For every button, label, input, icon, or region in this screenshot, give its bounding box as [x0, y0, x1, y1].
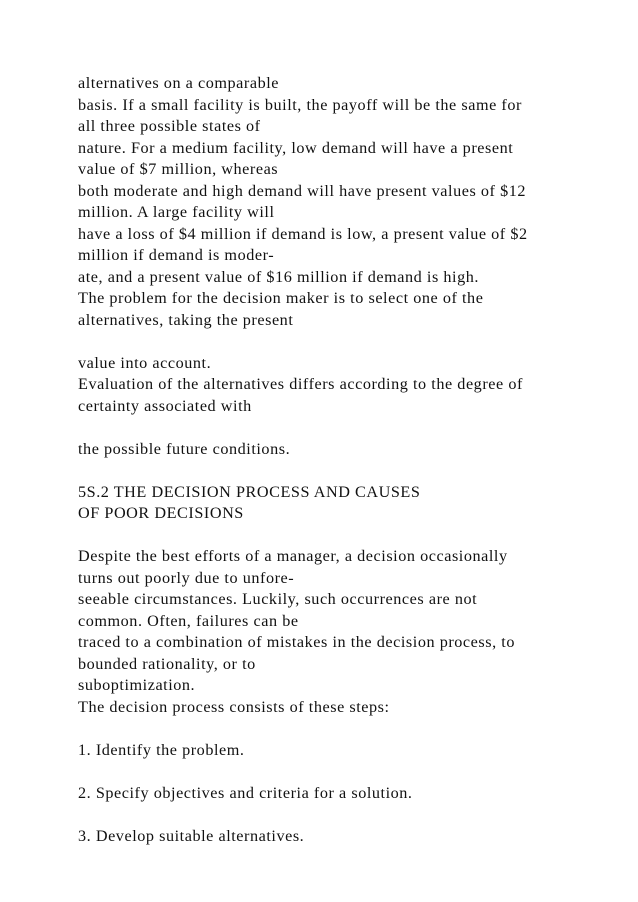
text-line: ate, and a present value of $16 million if demand is high.	[78, 267, 479, 286]
text-line: have a loss of $4 million if demand is low, a present value of $2	[78, 224, 528, 243]
blank-line	[78, 761, 598, 783]
text-line: turns out poorly due to unfore-	[78, 568, 295, 587]
blank-line	[78, 331, 598, 353]
section-heading: OF POOR DECISIONS	[78, 504, 244, 522]
blank-line	[78, 460, 598, 482]
text-line: value into account.	[78, 353, 212, 372]
text-line: suboptimization.	[78, 676, 196, 694]
text-line: Despite the best efforts of a manager, a decision occasionally	[78, 547, 508, 565]
text-line: million. A large facility will	[78, 203, 275, 221]
text-line: value of $7 million, whereas	[78, 160, 279, 178]
text-line: The decision process consists of these steps:	[78, 697, 390, 716]
list-item: 1. Identify the problem.	[78, 740, 245, 759]
text-line: all three possible states of	[78, 117, 261, 135]
body-text	[78, 73, 598, 847]
text-line: nature. For a medium facility, low demand will have a present	[78, 138, 514, 157]
text-line: alternatives on a comparable	[78, 74, 280, 92]
text-line: traced to a combination of mistakes in the decision process, to	[78, 633, 515, 651]
text-line: bounded rationality, or to	[78, 654, 256, 673]
text-line: both moderate and high demand will have present values of $12	[78, 181, 527, 200]
text-line: the possible future conditions.	[78, 439, 291, 458]
section-heading: 5S.2 THE DECISION PROCESS AND CAUSES	[78, 482, 421, 501]
text-line: certainty associated with	[78, 396, 252, 415]
text-line: The problem for the decision maker is to select one of the	[78, 289, 484, 307]
text-line: million if demand is moder-	[78, 246, 275, 264]
text-line: alternatives, taking the present	[78, 310, 294, 329]
list-item: 2. Specify objectives and criteria for a solution.	[78, 783, 413, 802]
blank-line	[78, 525, 598, 547]
list-item: 3. Develop suitable alternatives.	[78, 826, 305, 845]
text-line: basis. If a small facility is built, the payoff will be the same for	[78, 95, 522, 114]
blank-line	[78, 417, 598, 439]
blank-line	[78, 804, 598, 826]
text-line: seeable circumstances. Luckily, such occurrences are not	[78, 590, 478, 608]
text-line: common. Often, failures can be	[78, 611, 299, 630]
blank-line	[78, 718, 598, 740]
text-line: Evaluation of the alternatives differs according to the degree of	[78, 375, 523, 393]
